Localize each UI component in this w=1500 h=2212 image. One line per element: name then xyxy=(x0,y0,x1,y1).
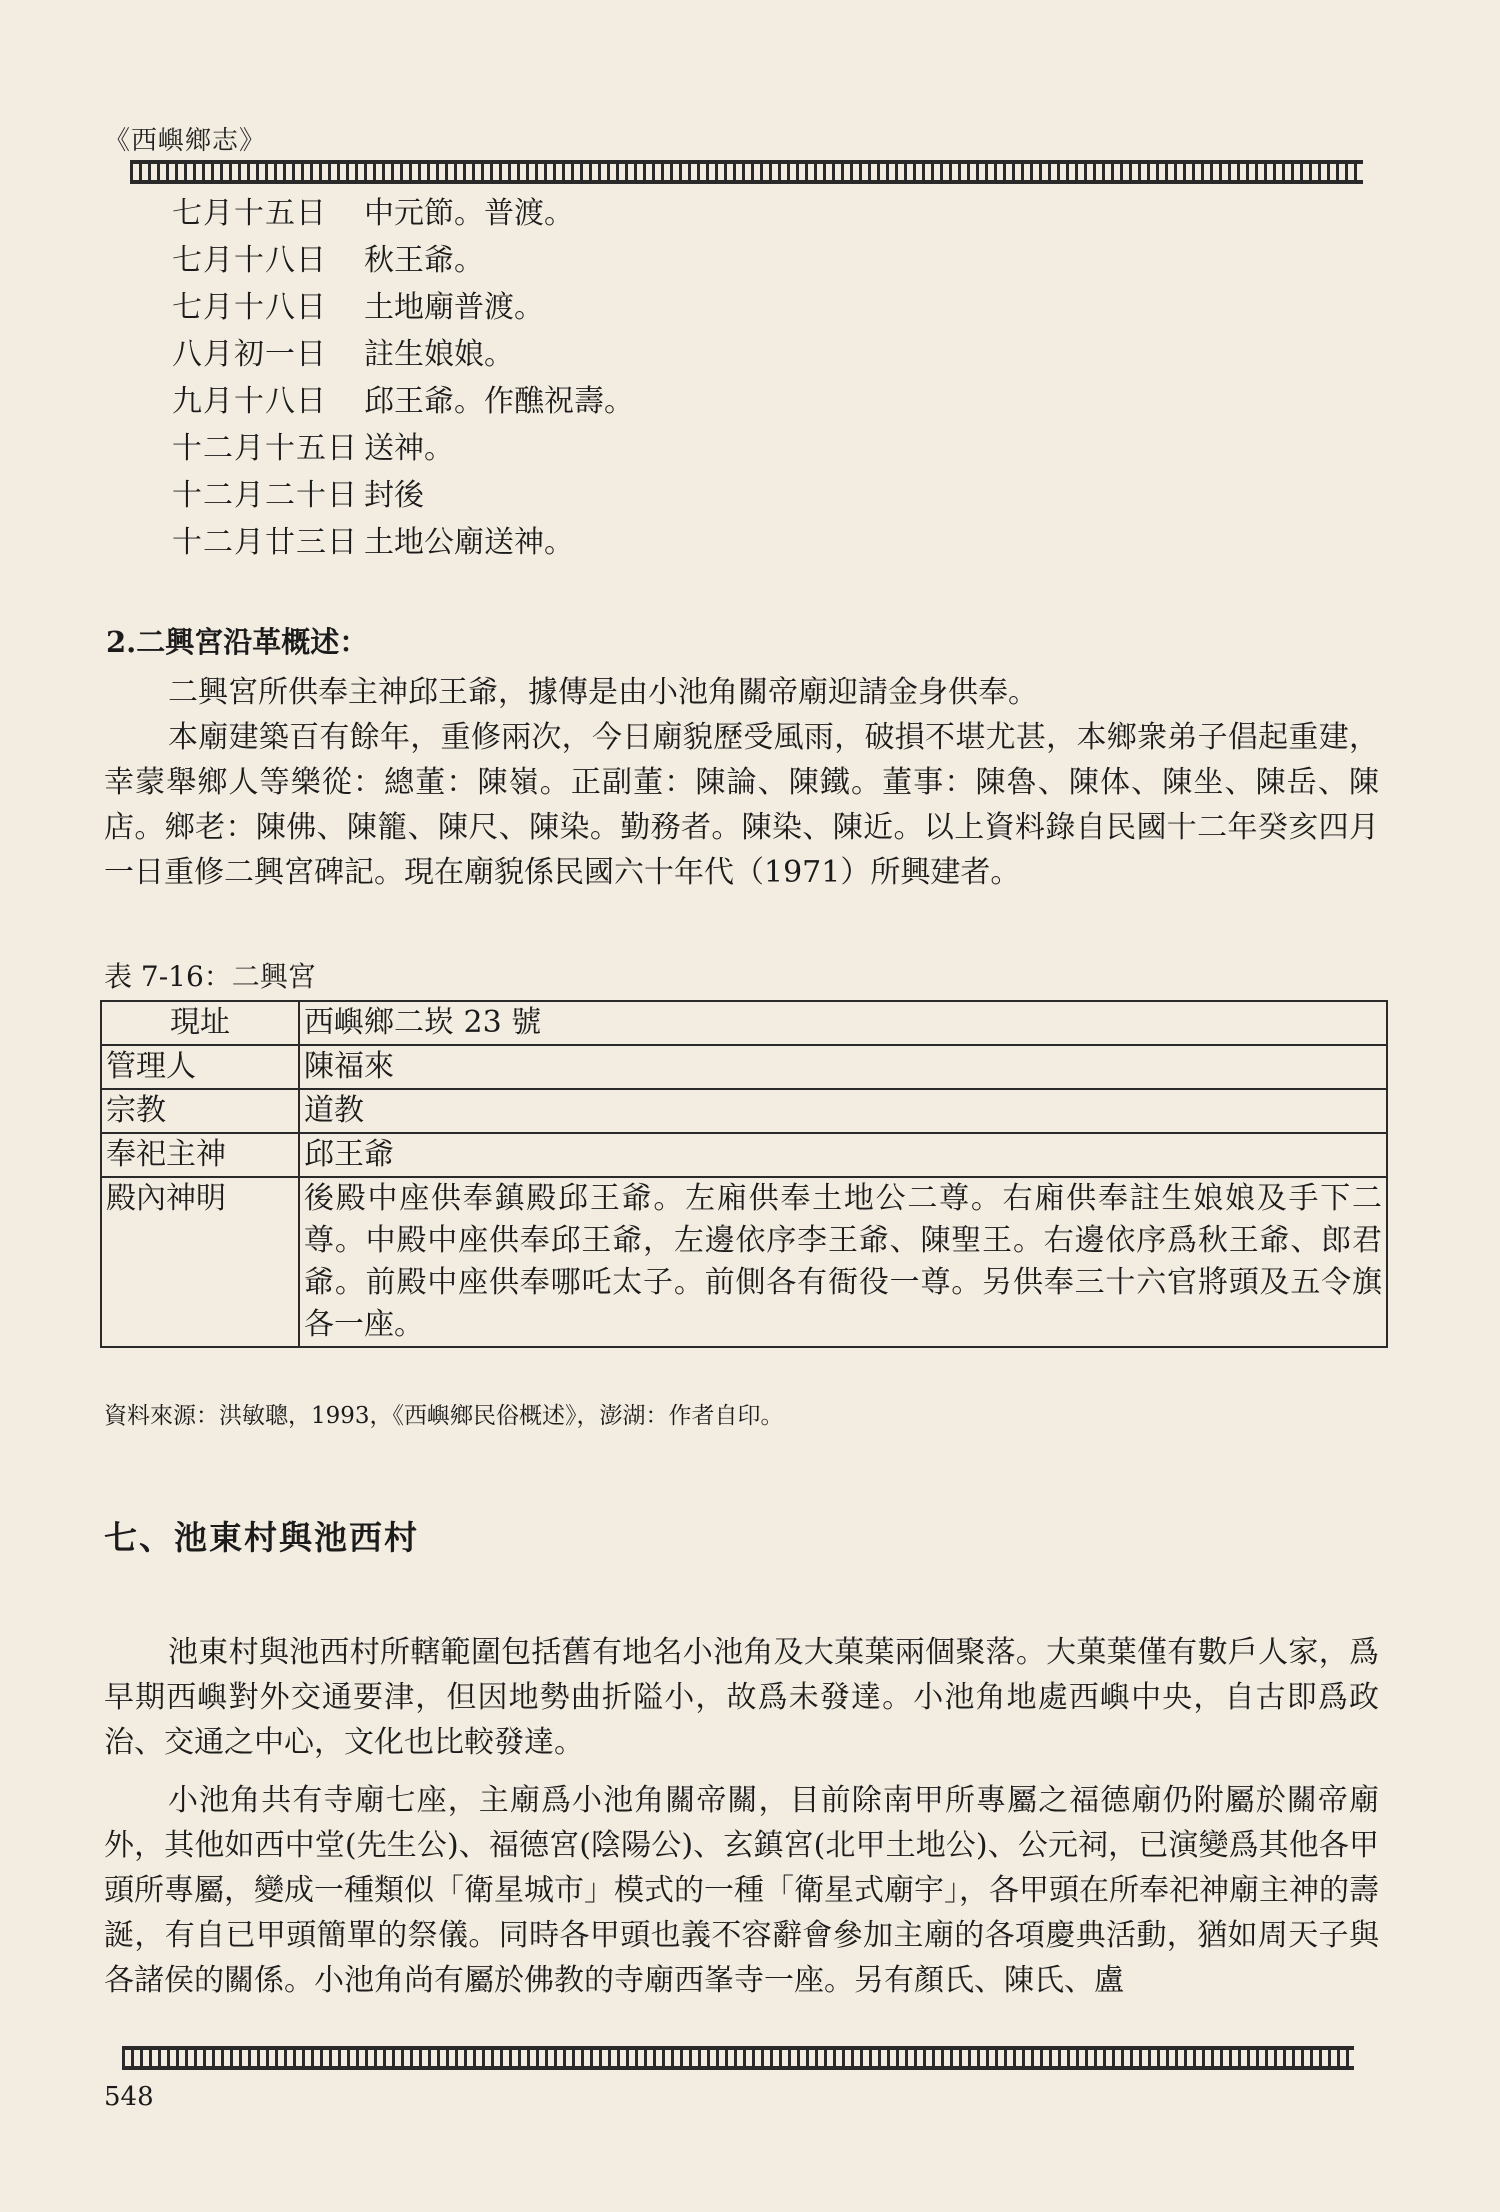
table-row xyxy=(101,1089,1387,1133)
festival-row xyxy=(172,237,634,284)
festival-row xyxy=(172,331,634,378)
table-row xyxy=(101,1045,1387,1089)
section-heading: 2.二興宮沿革概述： xyxy=(106,625,369,659)
festival-event: 邱王爺。作醮祝壽。 xyxy=(364,384,634,419)
festival-row xyxy=(172,519,634,566)
table-label: 管理人 xyxy=(101,1045,299,1089)
top-meander-border xyxy=(130,160,1363,184)
temple-info-table xyxy=(100,1000,1388,1348)
table-label: 宗教 xyxy=(101,1089,299,1133)
festival-date: 十二月廿三日 xyxy=(172,525,358,560)
festival-event: 秋王爺。 xyxy=(364,243,484,278)
festival-event: 土地廟普渡。 xyxy=(364,290,544,325)
festival-row xyxy=(172,284,634,331)
festival-event: 封後 xyxy=(364,478,424,513)
table-row xyxy=(101,1001,1387,1045)
running-head: 《西嶼鄉志》 xyxy=(104,126,267,156)
table-value: 邱王爺 xyxy=(299,1133,1387,1177)
table-label: 殿內神明 xyxy=(101,1177,299,1347)
festival-event: 註生娘娘。 xyxy=(364,337,514,372)
table-value: 道教 xyxy=(299,1089,1387,1133)
table-label: 奉祀主神 xyxy=(101,1133,299,1177)
festival-event: 中元節。普渡。 xyxy=(364,196,574,231)
table-row xyxy=(101,1133,1387,1177)
festival-row xyxy=(172,378,634,425)
table-value: 西嶼鄉二崁 23 號 xyxy=(299,1001,1387,1045)
table-value: 陳福來 xyxy=(299,1045,1387,1089)
table-row xyxy=(101,1177,1387,1347)
chapter-heading: 七、池東村與池西村 xyxy=(104,1518,419,1557)
festival-date: 七月十八日 xyxy=(172,290,327,325)
history-paragraph-1: 二興宮所供奉主神邱王爺，據傳是由小池角關帝廟迎請金身供奉。 xyxy=(168,675,1038,710)
festival-row xyxy=(172,425,634,472)
page-number: 548 xyxy=(104,2082,154,2112)
festival-event: 土地公廟送神。 xyxy=(364,525,574,560)
festival-date: 七月十五日 xyxy=(172,196,327,231)
table-value: 後殿中座供奉鎮殿邱王爺。左廂供奉土地公二尊。右廂供奉註生娘娘及手下二尊。中殿中座供奉邱王爺，左邊依序李王爺、陳聖王。右邊依序爲秋王爺、郎君爺。前殿中座供奉哪吒太子。前側各有衙役一尊。另供奉三十六官將頭及五令旗各一座。 xyxy=(299,1177,1387,1347)
table-label: 現址 xyxy=(101,1001,299,1045)
festival-date: 九月十八日 xyxy=(172,384,327,419)
village-paragraph-1: 池東村與池西村所轄範圍包括舊有地名小池角及大菓葉兩個聚落。大菓葉僅有數戶人家，爲早期西嶼對外交通要津，但因地勢曲折隘小，故爲未發達。小池角地處西嶼中央，自古即爲政治、交通之中心，文化也比較發達。 xyxy=(104,1635,1379,1760)
festival-row xyxy=(172,472,634,519)
table-source-note: 資料來源：洪敏聰，1993，《西嶼鄉民俗概述》，澎湖：作者自印。 xyxy=(104,1403,784,1429)
festival-row xyxy=(172,190,634,237)
bottom-meander-border xyxy=(122,2046,1354,2070)
festival-list xyxy=(172,190,634,566)
festival-date: 十二月二十日 xyxy=(172,478,358,513)
village-paragraph-2: 小池角共有寺廟七座，主廟爲小池角關帝關，目前除南甲所專屬之福德廟仍附屬於關帝廟外，其他如西中堂(先生公)、福德宮(陰陽公)、玄鎮宮(北甲土地公)、公元祠，已演變爲其他各甲頭所專屬，變成一種類似「衛星城市」模式的一種「衛星式廟宇」，各甲頭在所奉祀神廟主神的壽誕，有自已甲頭簡單的祭儀。同時各甲頭也義不容辭會參加主廟的各項慶典活動，猶如周天子與各諸侯的關係。小池角尚有屬於佛教的寺廟西峯寺一座。另有顏氏、陳氏、盧 xyxy=(104,1783,1379,1998)
festival-date: 十二月十五日 xyxy=(172,431,358,466)
table-caption: 表 7-16：二興宮 xyxy=(104,960,316,993)
history-paragraph-2: 本廟建築百有餘年，重修兩次，今日廟貌歷受風雨，破損不堪尤甚，本鄉衆弟子倡起重建，幸蒙舉鄉人等樂從：總董：陳嶺。正副董：陳論、陳鐵。董事：陳魯、陳体、陳坐、陳岳、陳店。鄉老：陳佛、陳籠、陳尺、陳染。勤務者。陳染、陳近。以上資料錄自民國十二年癸亥四月一日重修二興宮碑記。現在廟貌係民國六十年代（1971）所興建者。 xyxy=(104,720,1379,890)
festival-date: 七月十八日 xyxy=(172,243,327,278)
festival-date: 八月初一日 xyxy=(172,337,327,372)
festival-event: 送神。 xyxy=(364,431,454,466)
